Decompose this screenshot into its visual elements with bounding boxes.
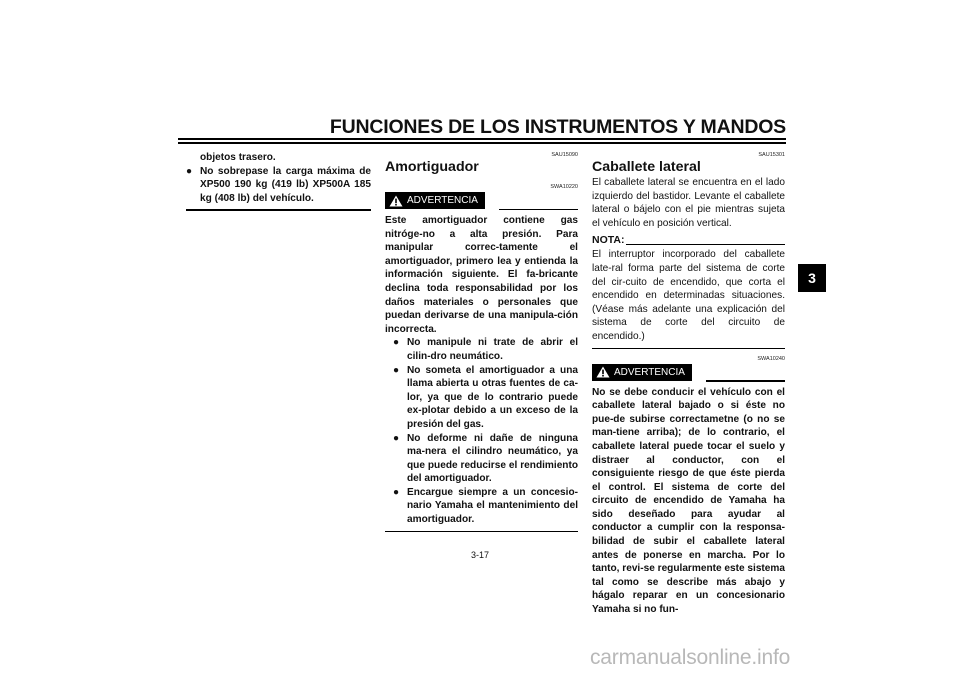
chapter-tab: 3 [798,264,826,292]
watermark: carmanualsonline.info [590,646,791,669]
warning-end-rule [186,209,371,210]
note-header-rule [626,244,785,245]
bullet-icon: ● [186,165,193,177]
warning-text: No se debe conducir el vehículo con el caballete lateral bajado o si éste no pue-de subirse correctametne (o no se man-tiene arriba); de lo contrario, el caballete lateral puede tocar el suelo y distraer al conductor, con el consiguiente riesgo de que éste pierda el control. El sistema de corte del circuito de encendido de Yamaha ha sido deseñado para ayudar al conductor a cumplir con la responsa-bilidad de subir el caballete lateral antes de ponerse en marcha. Por lo tanto, revi-se regularmente este sistema tal como se describe más abajo y hágalo reparar en un concesionario Yamaha si no fun- [592,386,785,616]
warning-label: ADVERTENCIA [407,195,478,206]
warning-triangle-icon [596,366,610,378]
section-heading: Amortiguador [385,159,479,175]
list-item-text: No manipule ni trate de abrir el cilin-dro neumático. [407,337,578,362]
warning-label: ADVERTENCIA [614,366,685,378]
note-header [592,234,785,248]
warning-triangle-icon [389,195,403,207]
list-item [393,432,578,486]
list-item-text: No someta el amortiguador a una llama abierta u otras fuentes de ca-lor, ya que de lo contrario puede ex-plotar debido a un exceso de la presión del gas. [407,364,578,430]
warning-code: SWA10240 [757,355,785,362]
header-rule-secondary [178,142,786,144]
continuation-text: objetos trasero. [200,152,276,163]
column-1 [186,151,371,211]
column-2 [385,151,578,532]
section-code: SAU15301 [758,152,785,158]
bullet-icon: ● [393,486,400,498]
warning-header [592,363,785,384]
note-label: NOTA: [592,234,625,247]
warning-badge [385,192,485,209]
page-number: 3-17 [470,550,489,560]
list-item-text: Encargue siempre a un concesio-nario Yamaha el mantenimiento del amortiguador. [407,486,578,526]
page-title: FUNCIONES DE LOS INSTRUMENTOS Y MANDOS [329,116,786,138]
warning-badge [592,364,692,381]
list-item [186,165,371,206]
warning-header [385,191,578,212]
warning-code: SWA10220 [550,184,578,190]
section-code: SAU15090 [551,152,578,158]
bullet-icon: ● [393,364,400,376]
column-3 [592,151,785,617]
warning-header-rule [499,209,578,210]
warning-header-rule [706,380,785,381]
list-item [393,486,578,527]
list-item [393,336,578,363]
warning-end-rule [385,531,578,532]
warning-bullet-list [385,336,578,526]
header-rule [178,138,786,140]
note-end-rule [592,348,785,349]
bullet-icon: ● [393,337,400,349]
list-item-text: No sobrepase la carga máxima de XP500 190 kg (419 lb) XP500A 185 kg (408 lb) del vehículo. [200,165,371,204]
list-item [393,364,578,432]
section-heading: Caballete lateral [592,159,701,175]
intro-text: El caballete lateral se encuentra en el lado izquierdo del bastidor. Levante el caballete lateral o bájelo con el pie mientras sujeta el vehículo en posición vertical. [592,177,785,229]
bullet-icon: ● [393,432,400,444]
note-text: El interruptor incorporado del caballete late-ral forma parte del sistema de corte del cir-cuito de encendido, que corta el encendido en determinadas situaciones. (Véase más adelante una explicación del sistema de corte del circuito de encendido.) [592,249,785,342]
warning-text: Este amortiguador contiene gas nitróge-no a alta presión. Para manipular correc-tamente el amortiguador, primero lea y entienda la información siguiente. El fa-bricante declina toda responsabilidad por los daños materiales o personales que puedan derivarse de una manipula-ción incorrecta. [385,215,578,335]
list-item-text: No deforme ni dañe de ninguna ma-nera el cilindro neumático, ya que puede reducirse el rendimiento del amortiguador. [407,432,578,485]
